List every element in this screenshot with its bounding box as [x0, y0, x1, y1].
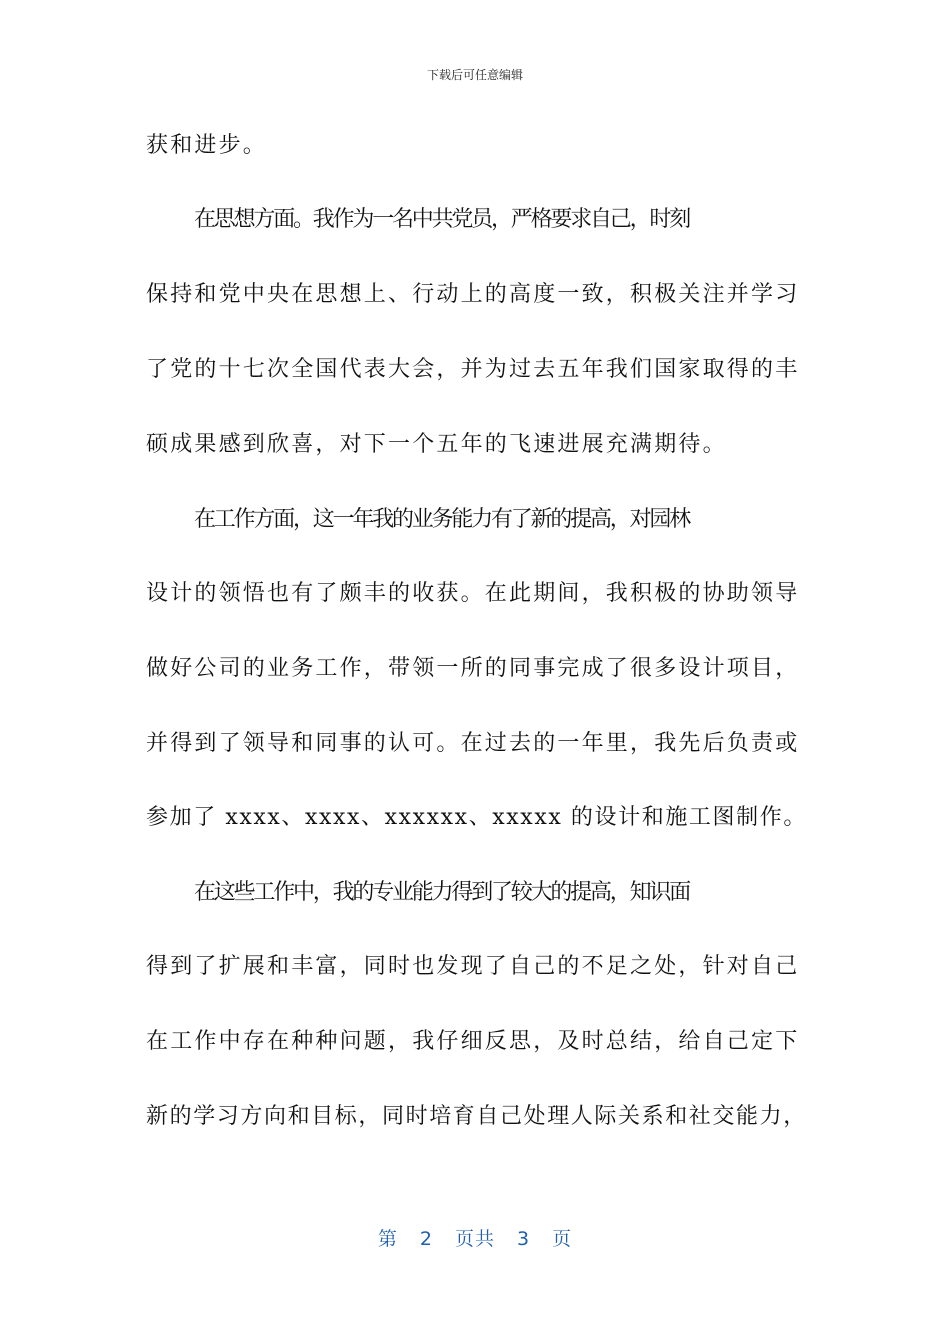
text-line-12: 得到了扩展和丰富，同时也发现了自己的不足之处，针对自己	[146, 954, 800, 979]
text-line-3: 保持和党中央在思想上、行动上的高度一致，积极关注并学习	[146, 282, 800, 307]
page-middle: 页共	[454, 1228, 495, 1250]
text-line-13: 在工作中存在种种问题，我仔细反思，及时总结，给自己定下	[146, 1029, 800, 1054]
text-line-5: 硕成果感到欣喜，对下一个五年的飞速进展充满期待。	[146, 432, 727, 457]
text-line-6: 在工作方面，这一年我的业务能力有了新的提高，对园林	[194, 507, 690, 532]
text-line-10: 参加了 xxxx、xxxx、xxxxxx、xxxxx 的设计和施工图制作。	[146, 805, 807, 830]
text-line-8: 做好公司的业务工作，带领一所的同事完成了很多设计项目，	[146, 656, 800, 681]
page-prefix: 第	[377, 1228, 398, 1250]
text-line-11: 在这些工作中，我的专业能力得到了较大的提高，知识面	[194, 880, 690, 905]
page-total: 3	[517, 1228, 531, 1250]
page-suffix: 页	[552, 1228, 573, 1250]
page-number-footer	[0, 1224, 950, 1251]
header-note: 下载后可任意编辑	[426, 68, 523, 82]
page-current: 2	[419, 1228, 433, 1250]
text-line-1: 获和进步。	[146, 133, 268, 158]
text-line-9: 并得到了领导和同事的认可。在过去的一年里，我先后负责或	[146, 731, 800, 756]
text-line-14: 新的学习方向和目标，同时培育自己处理人际关系和社交能力，	[146, 1104, 807, 1129]
text-line-4: 了党的十七次全国代表大会，并为过去五年我们国家取得的丰	[146, 357, 800, 382]
text-line-2: 在思想方面。我作为一名中共党员，严格要求自己，时刻	[194, 207, 690, 232]
text-line-7: 设计的领悟也有了颇丰的收获。在此期间，我积极的协助领导	[146, 581, 800, 606]
